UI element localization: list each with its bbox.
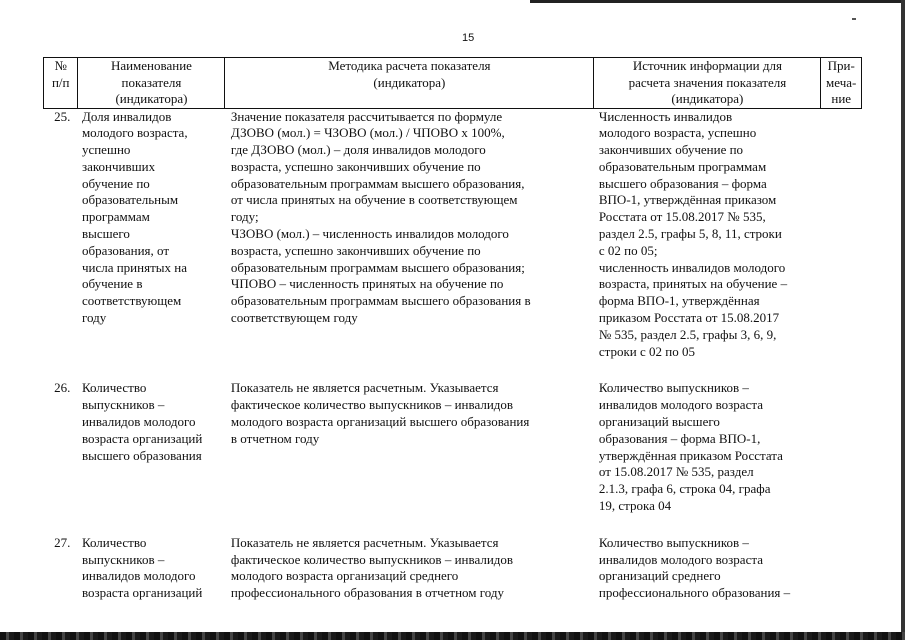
note-cell <box>821 380 862 534</box>
calculation-method: Значение показателя рассчитывается по формуле ДЗОВО (мол.) = ЧЗОВО (мол.) / ЧПОВО x 100%, где ДЗОВО (мол.) – доля инвалидов молодого возраста, успешно закончивших обучение по образовательным программам высшего образования, от числа принятых на обучение в соответствующем году; ЧЗОВО (мол.) – численность инвалидов молодого возраста, успешно закончивших обучение по образовательным программам высшего образования; ЧПОВО – численность принятых на обучение по образовательным программам высшего образования в соответствующем году <box>230 108 531 326</box>
header-num: № п/п <box>44 58 78 109</box>
calculation-method: Показатель не является расчетным. Указывается фактическое количество выпускников – инвалидов молодого возраста организаций среднего профессионального образования в отчетном году <box>230 534 514 601</box>
page-number: 15 <box>462 32 475 44</box>
scan-edge-top <box>530 0 905 3</box>
scan-edge-right <box>901 0 905 640</box>
indicator-name: Доля инвалидов молодого возраста, успешно закончивших обучение по образовательным программам высшего образования, от числа принятых на обучение в соответствующем году <box>81 108 188 326</box>
information-source: Количество выпускников – инвалидов молодого возраста организаций высшего образования – форма ВПО-1, утверждённая приказом Росстата от 15.08.2017 № 535, раздел 2.1.3, графа 6, строка 04, графа 19, строка 04 <box>598 380 783 514</box>
header-note: При- меча- ние <box>821 58 862 109</box>
row-number: 26. <box>54 380 71 396</box>
note-cell <box>821 108 862 380</box>
header-method: Методика расчета показателя (индикатора) <box>225 58 594 109</box>
table-row <box>44 108 862 380</box>
note-cell <box>821 535 862 602</box>
scan-edge-bottom <box>0 632 905 640</box>
scan-speck <box>852 18 856 20</box>
information-source: Численность инвалидов молодого возраста, успешно закончивших обучение по образовательным программам высшего образования – форма ВПО-1, утверждённая приказом Росстата от 15.08.2017 № 535, раздел 2.5, графы 5, 8, 11, строки с 02 по 05; численность инвалидов молодого возраста, принятых на обучение – форма ВПО-1, утверждённая приказом Росстата от 15.08.2017 № 535, раздел 2.5, графы 3, 6, 9, строки с 02 по 05 <box>598 108 788 359</box>
indicator-name: Количество выпускников – инвалидов молодого возраста организаций <box>81 534 203 601</box>
header-name: Наименование показателя (индикатора) <box>78 58 225 109</box>
table-header-row <box>44 58 862 109</box>
indicator-name: Количество выпускников – инвалидов молодого возраста организаций высшего образования <box>81 380 203 463</box>
row-number: 27. <box>54 534 71 550</box>
indicator-table <box>43 57 862 602</box>
header-source: Источник информации для расчета значения показателя (индикатора) <box>594 58 821 109</box>
table-row <box>44 535 862 602</box>
information-source: Количество выпускников – инвалидов молодого возраста организаций среднего профессионального образования – <box>598 534 791 601</box>
row-number: 25. <box>54 108 71 124</box>
calculation-method: Показатель не является расчетным. Указывается фактическое количество выпускников – инвалидов молодого возраста организаций высшего образования в отчетном году <box>230 380 530 446</box>
table-row <box>44 380 862 534</box>
